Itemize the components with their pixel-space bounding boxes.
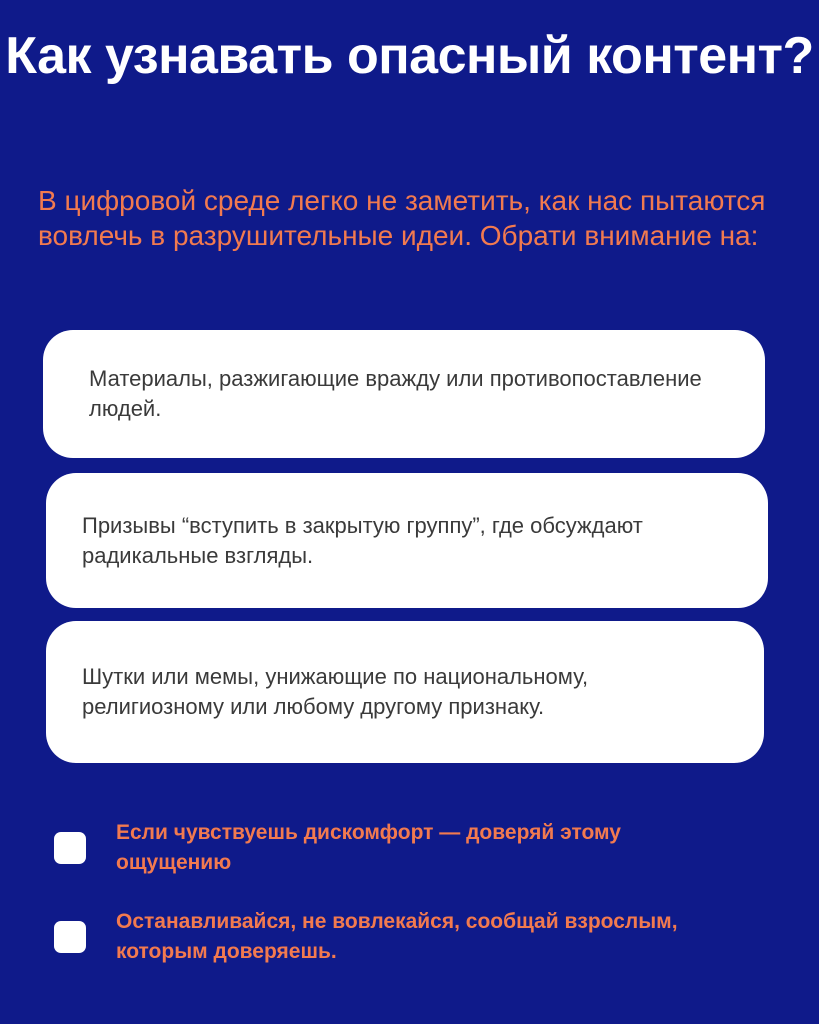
warning-card <box>43 330 765 458</box>
warning-card-text: Шутки или мемы, унижающие по национальному, религиозному или любому другому признаку. <box>82 664 589 719</box>
checkbox-icon[interactable] <box>54 921 86 953</box>
checkbox-icon[interactable] <box>54 832 86 864</box>
warning-card <box>46 473 768 608</box>
intro-text: В цифровой среде легко не заметить, как нас пытаются вовлечь в разрушительные идеи. Обрати внимание на: <box>38 185 766 251</box>
page-title-text: Как узнавать опасный контент? <box>5 27 814 85</box>
tip-item <box>54 907 774 967</box>
page-title <box>0 26 819 86</box>
warning-card-text: Материалы, разжигающие вражду или противопоставление людей. <box>89 366 702 421</box>
tip-text: Останавливайся, не вовлекайся, сообщай взрослым, которым доверяешь. <box>116 910 678 963</box>
warning-card <box>46 621 764 763</box>
tip-text: Если чувствуешь дискомфорт — доверяй этому ощущению <box>116 821 621 874</box>
warning-card-text: Призывы “вступить в закрытую группу”, где обсуждают радикальные взгляды. <box>82 512 643 568</box>
tip-item <box>54 818 774 878</box>
